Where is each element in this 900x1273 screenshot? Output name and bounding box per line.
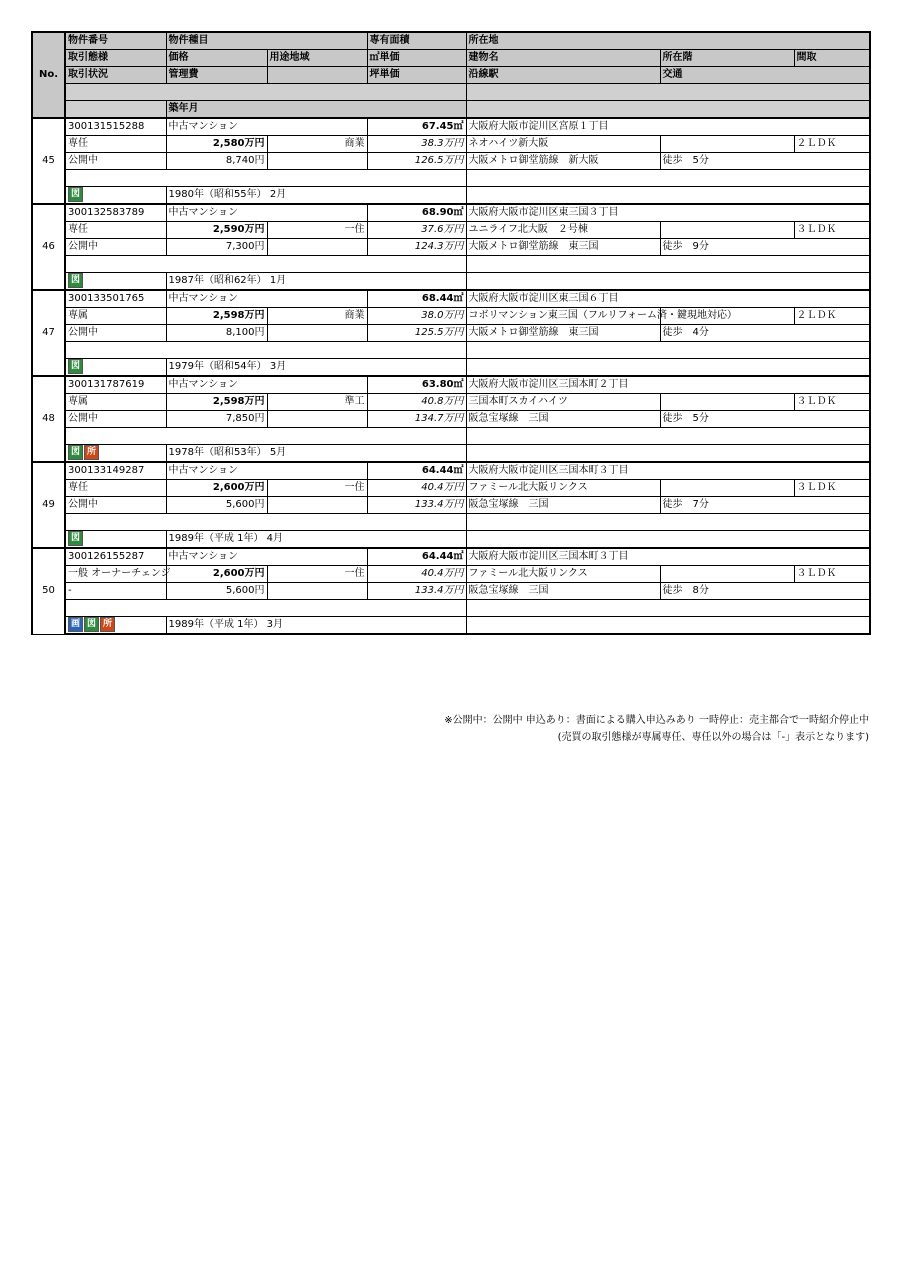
empty-row: [466, 428, 870, 445]
management-fee: 7,850円: [166, 411, 267, 428]
building-name: ネオハイツ新大阪: [466, 136, 660, 153]
header-shozaikai: 所在階: [660, 50, 794, 67]
unit-price-m2: 40.4万円: [367, 566, 466, 583]
access: 徒歩 4分: [660, 325, 870, 342]
empty-row: [65, 170, 466, 187]
document-badges: [65, 187, 166, 205]
legend-note-sub: (売買の取引態様が専属専任、専任以外の場合は「-」表示となります): [557, 732, 869, 743]
zoning: 準工: [267, 394, 367, 411]
unit-price-m2: 40.8万円: [367, 394, 466, 411]
address: 大阪府大阪市淀川区東三国６丁目: [466, 290, 870, 308]
transaction-type: 専属: [65, 308, 166, 325]
empty-cell: [267, 411, 367, 428]
property-row: [32, 118, 870, 204]
header-no: No.: [32, 32, 65, 118]
floor-area: 64.44㎡: [367, 548, 466, 566]
address: 大阪府大阪市淀川区三国本町２丁目: [466, 376, 870, 394]
room-layout: ２ＬＤＫ: [794, 136, 870, 153]
building-name: 三国本町スカイハイツ: [466, 394, 660, 411]
zoning: 一住: [267, 566, 367, 583]
header-torihiki-taiyo: 取引態様: [65, 50, 166, 67]
property-row: [32, 290, 870, 376]
floor-level: [660, 566, 794, 583]
empty-cell: [466, 187, 870, 205]
zoning: 一住: [267, 480, 367, 497]
built-date: 1989年（平成 1年） 4月: [166, 531, 466, 549]
floor-level: [660, 136, 794, 153]
address: 大阪府大阪市淀川区東三国３丁目: [466, 204, 870, 222]
transaction-type: 専任: [65, 480, 166, 497]
badge-zu-icon[interactable]: 図: [68, 187, 83, 202]
unit-price-m2: 37.6万円: [367, 222, 466, 239]
empty-row: [65, 600, 466, 617]
empty-cell: [267, 583, 367, 600]
badge-zu-icon[interactable]: 図: [68, 359, 83, 374]
header-bukken-bango: 物件番号: [65, 32, 166, 50]
listing-status: 公開中: [65, 153, 166, 170]
badge-zu-icon[interactable]: 図: [84, 617, 99, 632]
price: 2,598万円: [166, 308, 267, 325]
price: 2,580万円: [166, 136, 267, 153]
row-number: 46: [32, 204, 65, 290]
header-torihiki-jokyo: 取引状況: [65, 67, 166, 84]
access: 徒歩 9分: [660, 239, 870, 256]
badge-zu-icon[interactable]: 図: [68, 445, 83, 460]
header-kanrihi: 管理費: [166, 67, 267, 84]
property-type: 中古マンション: [166, 290, 367, 308]
built-date: 1978年（昭和53年） 5月: [166, 445, 466, 463]
document-badges: [65, 445, 166, 463]
floor-area: 68.44㎡: [367, 290, 466, 308]
header-madori: 間取: [794, 50, 870, 67]
property-id: 300131787619: [65, 376, 166, 394]
built-date: 1987年（昭和62年） 1月: [166, 273, 466, 291]
management-fee: 8,740円: [166, 153, 267, 170]
building-name: ファミール北大阪リンクス: [466, 480, 660, 497]
floor-area: 63.80㎡: [367, 376, 466, 394]
badge-sho-icon[interactable]: 所: [84, 445, 99, 460]
unit-price-m2: 38.3万円: [367, 136, 466, 153]
header-senyu-menseki: 専有面積: [367, 32, 466, 50]
built-date: 1989年（平成 1年） 3月: [166, 617, 466, 635]
empty-cell: [267, 497, 367, 514]
property-type: 中古マンション: [166, 548, 367, 566]
transaction-type: 一般 オーナーチェンジ: [65, 566, 166, 583]
empty-cell: [466, 617, 870, 635]
property-table: [31, 31, 871, 635]
listing-status: -: [65, 583, 166, 600]
property-type: 中古マンション: [166, 204, 367, 222]
tsubo-price: 125.5万円: [367, 325, 466, 342]
row-number: 50: [32, 548, 65, 634]
zoning: 商業: [267, 136, 367, 153]
header-blank: [466, 84, 870, 101]
tsubo-price: 133.4万円: [367, 583, 466, 600]
badge-ga-icon[interactable]: 画: [68, 617, 83, 632]
built-date: 1979年（昭和54年） 3月: [166, 359, 466, 377]
room-layout: ３ＬＤＫ: [794, 394, 870, 411]
header-shozaichi: 所在地: [466, 32, 870, 50]
room-layout: ３ＬＤＫ: [794, 480, 870, 497]
header-m2-tanka: ㎡単価: [367, 50, 466, 67]
property-type: 中古マンション: [166, 462, 367, 480]
property-row: [32, 204, 870, 290]
header-blank: [65, 84, 466, 101]
badge-sho-icon[interactable]: 所: [100, 617, 115, 632]
zoning: 商業: [267, 308, 367, 325]
property-id: 300132583789: [65, 204, 166, 222]
floor-level: [660, 222, 794, 239]
management-fee: 7,300円: [166, 239, 267, 256]
building-name: ファミール北大阪リンクス: [466, 566, 660, 583]
tsubo-price: 126.5万円: [367, 153, 466, 170]
station: 大阪メトロ御堂筋線 東三国: [466, 325, 660, 342]
station: 阪急宝塚線 三国: [466, 583, 660, 600]
property-type: 中古マンション: [166, 118, 367, 136]
access: 徒歩 7分: [660, 497, 870, 514]
access: 徒歩 8分: [660, 583, 870, 600]
transaction-type: 専任: [65, 136, 166, 153]
header-ensen-eki: 沿線駅: [466, 67, 660, 84]
property-row: [32, 462, 870, 548]
empty-cell: [466, 359, 870, 377]
tsubo-price: 124.3万円: [367, 239, 466, 256]
price: 2,600万円: [166, 480, 267, 497]
transaction-type: 専属: [65, 394, 166, 411]
transaction-type: 専任: [65, 222, 166, 239]
empty-cell: [466, 273, 870, 291]
zoning: 一住: [267, 222, 367, 239]
empty-row: [65, 256, 466, 273]
floor-level: [660, 480, 794, 497]
empty-row: [466, 256, 870, 273]
row-number: 47: [32, 290, 65, 376]
building-name: コボリマンション東三国（フルリフォーム済・鍵現地対応）: [466, 308, 660, 325]
room-layout: ３ＬＤＫ: [794, 222, 870, 239]
management-fee: 8,100円: [166, 325, 267, 342]
header-bukken-shumoku: 物件種目: [166, 32, 367, 50]
header-kotsu: 交通: [660, 67, 870, 84]
property-type: 中古マンション: [166, 376, 367, 394]
empty-row: [65, 342, 466, 359]
price: 2,598万円: [166, 394, 267, 411]
empty-row: [65, 428, 466, 445]
address: 大阪府大阪市淀川区三国本町３丁目: [466, 462, 870, 480]
badge-zu-icon[interactable]: 図: [68, 531, 83, 546]
property-id: 300126155287: [65, 548, 166, 566]
row-number: 49: [32, 462, 65, 548]
listing-status: 公開中: [65, 411, 166, 428]
empty-row: [466, 514, 870, 531]
room-layout: ３ＬＤＫ: [794, 566, 870, 583]
document-badges: [65, 617, 166, 635]
listing-status: 公開中: [65, 497, 166, 514]
property-id: 300133501765: [65, 290, 166, 308]
room-layout: ２ＬＤＫ: [794, 308, 870, 325]
listing-status: 公開中: [65, 325, 166, 342]
badge-zu-icon[interactable]: 図: [68, 273, 83, 288]
station: 大阪メトロ御堂筋線 新大阪: [466, 153, 660, 170]
empty-cell: [267, 325, 367, 342]
address: 大阪府大阪市淀川区宮原１丁目: [466, 118, 870, 136]
price: 2,600万円: [166, 566, 267, 583]
floor-area: 67.45㎡: [367, 118, 466, 136]
empty-row: [466, 600, 870, 617]
header-yoto-chiiki: 用途地域: [267, 50, 367, 67]
property-id: 300131515288: [65, 118, 166, 136]
floor-area: 64.44㎡: [367, 462, 466, 480]
management-fee: 5,600円: [166, 497, 267, 514]
address: 大阪府大阪市淀川区三国本町３丁目: [466, 548, 870, 566]
document-badges: [65, 273, 166, 291]
unit-price-m2: 38.0万円: [367, 308, 466, 325]
building-name: ユニライフ北大阪 ２号棟: [466, 222, 660, 239]
header-chikunen: 築年月: [166, 101, 466, 119]
empty-cell: [466, 445, 870, 463]
listing-status: 公開中: [65, 239, 166, 256]
tsubo-price: 133.4万円: [367, 497, 466, 514]
access: 徒歩 5分: [660, 153, 870, 170]
station: 大阪メトロ御堂筋線 東三国: [466, 239, 660, 256]
empty-row: [466, 170, 870, 187]
floor-area: 68.90㎡: [367, 204, 466, 222]
row-number: 48: [32, 376, 65, 462]
legend-note: ※公開中：公開中 申込あり：書面による購入申込みあり 一時停止：売主都合で一時紹介停止中: [444, 715, 869, 726]
empty-cell: [466, 531, 870, 549]
property-row: [32, 548, 870, 634]
station: 阪急宝塚線 三国: [466, 411, 660, 428]
property-id: 300133149287: [65, 462, 166, 480]
station: 阪急宝塚線 三国: [466, 497, 660, 514]
floor-level: [660, 394, 794, 411]
price: 2,590万円: [166, 222, 267, 239]
access: 徒歩 5分: [660, 411, 870, 428]
tsubo-price: 134.7万円: [367, 411, 466, 428]
row-number: 45: [32, 118, 65, 204]
header-tatemono-mei: 建物名: [466, 50, 660, 67]
header-kakaku: 価格: [166, 50, 267, 67]
table-header: [32, 32, 870, 118]
empty-row: [65, 514, 466, 531]
empty-cell: [267, 239, 367, 256]
document-badges: [65, 531, 166, 549]
document-badges: [65, 359, 166, 377]
unit-price-m2: 40.4万円: [367, 480, 466, 497]
built-date: 1980年（昭和55年） 2月: [166, 187, 466, 205]
header-tsubo-tanka: 坪単価: [367, 67, 466, 84]
management-fee: 5,600円: [166, 583, 267, 600]
property-row: [32, 376, 870, 462]
empty-cell: [267, 153, 367, 170]
empty-row: [466, 342, 870, 359]
